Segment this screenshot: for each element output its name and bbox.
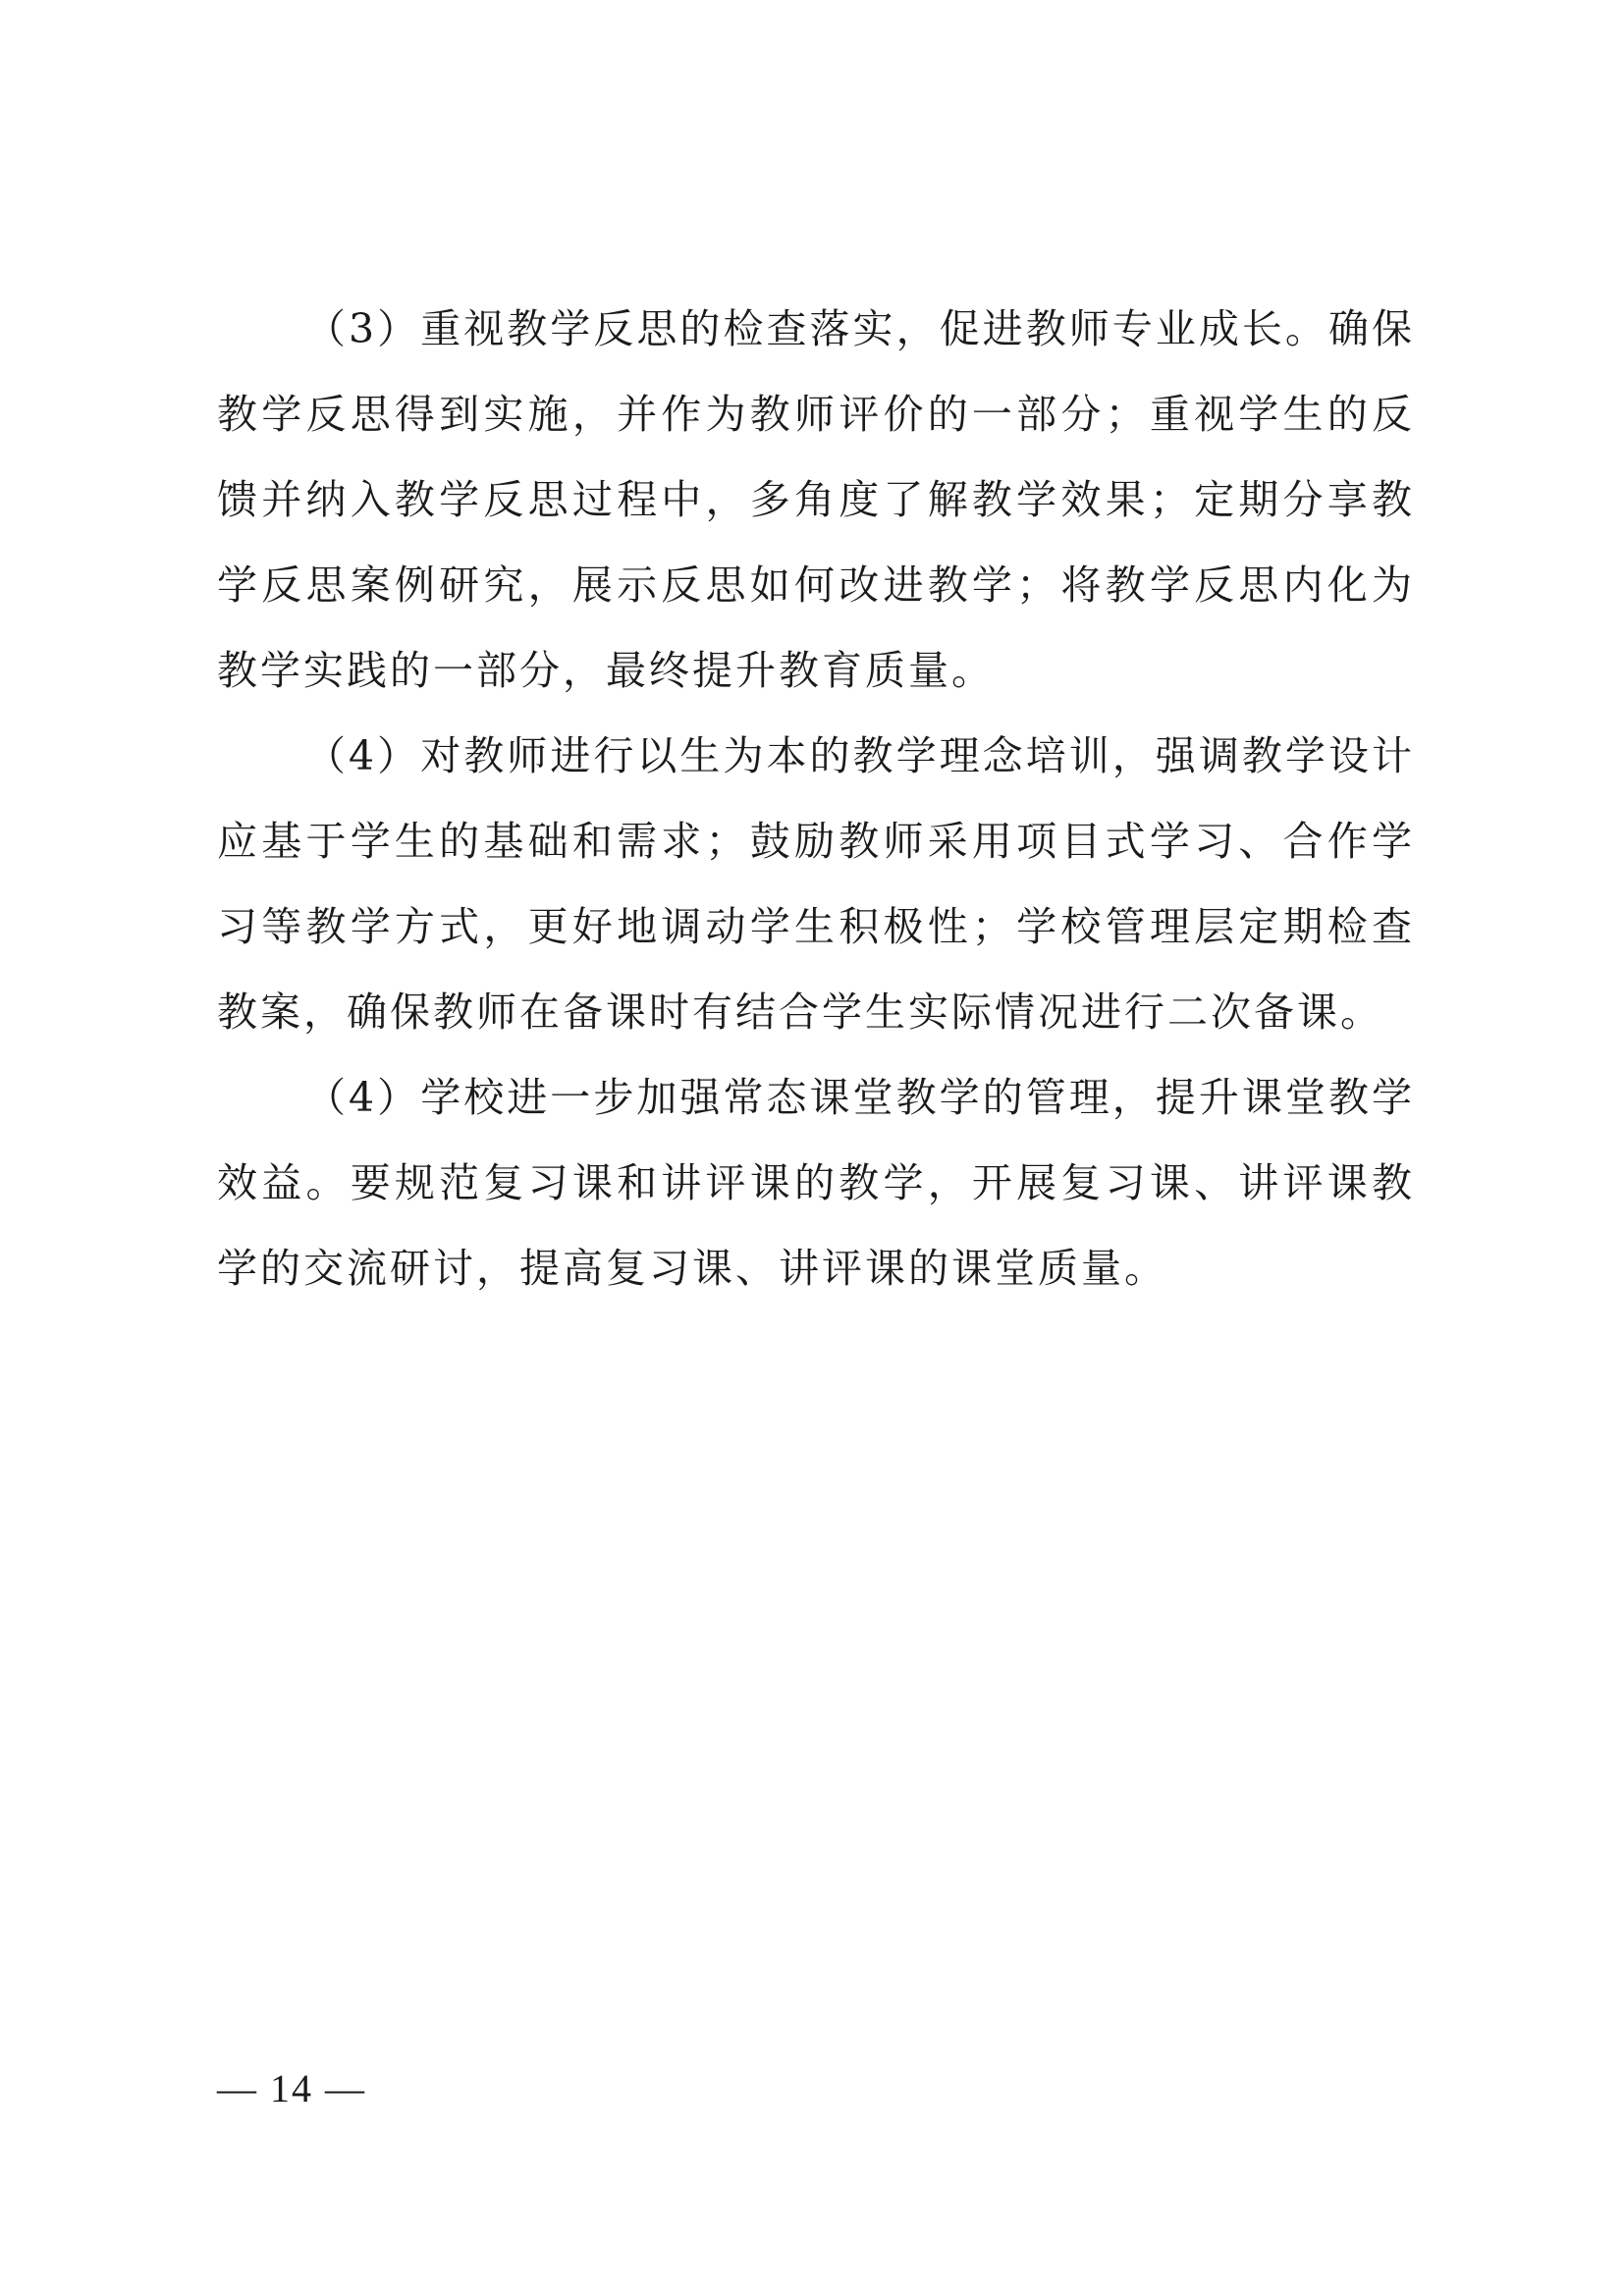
paragraph-4-training: （4）对教师进行以生为本的教学理念培训，强调教学设计应基于学生的基础和需求；鼓励教师采用项目式学习、合作学习等教学方式，更好地调动学生积极性；学校管理层定期检查教案，确保教师在备课时有结合学生实际情况进行二次备课。 <box>217 732 1415 1036</box>
paragraph-3: （3）重视教学反思的检查落实，促进教师专业成长。确保教学反思得到实施，并作为教师评价的一部分；重视学生的反馈并纳入教学反思过程中，多角度了解教学效果；定期分享教学反思案例研究，展示反思如何改进教学；将教学反思内化为教学实践的一部分，最终提升教育质量。 <box>217 305 1415 694</box>
paragraph-4-classroom: （4）学校进一步加强常态课堂教学的管理，提升课堂教学效益。要规范复习课和讲评课的教学，开展复习课、讲评课教学的交流研讨，提高复习课、讲评课的课堂质量。 <box>217 1074 1415 1292</box>
document-body <box>217 287 1415 1311</box>
page-number: — 14 — <box>217 2066 366 2110</box>
